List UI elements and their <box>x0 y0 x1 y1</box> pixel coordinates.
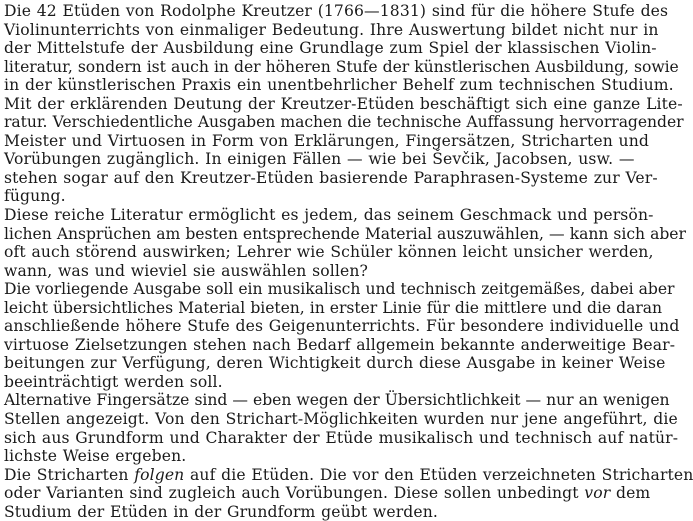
text-line: virtuose Zielsetzungen stehen nach Bedarf allgemein bekannte anderweitige Bear- <box>4 335 676 354</box>
text-line: lichste Weise ergeben. <box>4 447 187 466</box>
text-line: Die vorliegende Ausgabe soll ein musikalisch und technisch zeitgemäßes, dabei aber <box>4 280 675 299</box>
text-line: der Mittelstufe der Ausbildung eine Grundlage zum Spiel der klassischen Violin- <box>4 39 657 58</box>
text-line: Stellen angezeigt. Von den Strichart-Möglichkeiten wurden nur jene angeführt, die <box>4 410 678 429</box>
text-run: oder Varianten sind zugleich auch Vorübungen. Diese sollen unbedingt <box>4 484 585 503</box>
text-line: anschließende höhere Stufe des Geigenunterrichts. Für besondere individuelle und <box>4 317 680 336</box>
text-line <box>4 484 651 503</box>
text-line: ratur. Verschiedentliche Ausgaben machen die technische Auffassung hervorragender <box>4 113 684 132</box>
text-line: Violinunterrichts von einmaliger Bedeutung. Ihre Auswertung bildet nicht nur in <box>4 20 659 39</box>
emphasis-vor: vor <box>584 484 611 503</box>
text-line: stehen sogar auf den Kreutzer-Etüden basierende Paraphrasen-Systeme zur Ver- <box>4 168 658 187</box>
text-line: leicht übersichtliches Material bieten, in erster Linie für die mittlere und die daran <box>4 298 663 317</box>
text-run: auf die Etüden. Die vor den Etüden verzeichneten Stricharten <box>184 465 693 484</box>
text-line: beitungen zur Verfügung, deren Wichtigkeit durch diese Ausgabe in keiner Weise <box>4 354 666 373</box>
emphasis-folgen: folgen <box>134 465 185 484</box>
text-line: Diese reiche Literatur ermöglicht es jedem, das seinem Geschmack und persön- <box>4 206 654 225</box>
paragraph-3 <box>4 280 680 391</box>
text-line: Die 42 Etüden von Rodolphe Kreutzer (1766—1831) sind für die höhere Stufe des <box>4 2 669 20</box>
paragraph-1 <box>4 2 684 206</box>
text-line: wann, was und wieviel sie auswählen sollen? <box>4 261 368 280</box>
paragraph-2 <box>4 206 686 280</box>
paragraph-4 <box>4 391 679 466</box>
text-line: Vorübungen zugänglich. In einigen Fällen — wie bei Ševčik, Jacobsen, usw. — <box>4 150 635 169</box>
text-line <box>4 465 693 485</box>
paragraph-5 <box>4 465 693 521</box>
text-line: sich aus Grundform und Charakter der Etüde musikalisch und technisch auf natür- <box>4 428 679 447</box>
text-run: Die Stricharten <box>4 465 135 484</box>
text-line: in der künstlerischen Praxis ein unentbehrlicher Behelf zum technischen Studium. <box>4 76 674 95</box>
text-line: Mit der erklärenden Deutung der Kreutzer-Etüden beschäftigt sich eine ganze Lite- <box>4 94 683 113</box>
text-line: lichen Ansprüchen am besten entsprechende Material auszuwählen, — kann sich aber <box>4 224 686 243</box>
text-line: Studium der Etüden in der Grundform geübt werden. <box>4 502 438 521</box>
text-line: beeinträchtigt werden soll. <box>4 372 223 391</box>
text-line: Meister und Virtuosen in Form von Erklärungen, Fingersätzen, Stricharten und <box>4 131 649 150</box>
text-line: oft auch störend auswirken; Lehrer wie Schüler können leicht unsicher werden, <box>4 243 654 262</box>
text-run: dem <box>610 484 651 503</box>
text-line: fügung. <box>4 187 66 206</box>
text-line: literatur, sondern ist auch in der höheren Stufe der künstlerischen Ausbildung, sowie <box>4 57 679 76</box>
text-line: Alternative Fingersätze sind — eben wegen der Übersichtlichkeit — nur an wenigen <box>4 391 670 410</box>
